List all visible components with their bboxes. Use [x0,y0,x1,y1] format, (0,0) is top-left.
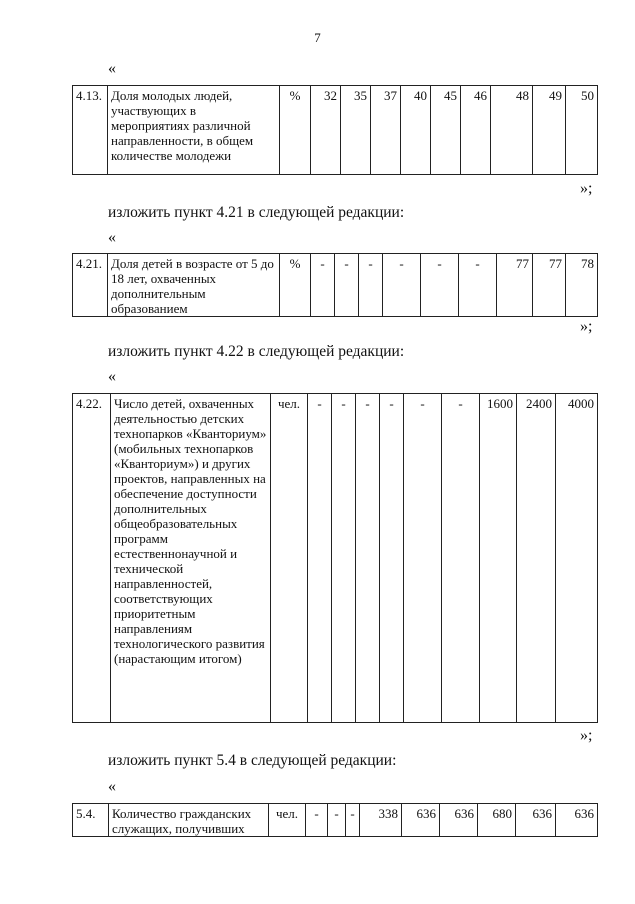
close-quote: »; [580,727,593,744]
value-cell: 636 [556,804,598,837]
value-cell: 46 [461,86,491,175]
page-number: 7 [314,30,321,45]
value-cell: - [404,394,442,723]
value-cell: 78 [566,254,598,317]
value-cell: 32 [311,86,341,175]
close-quote: »; [580,180,593,197]
row-name: Количество гражданских служащих, получивших [109,804,269,837]
value-cell: - [308,394,332,723]
value-cell: - [459,254,497,317]
table-4-13 [72,85,598,175]
row-unit: чел. [271,394,308,723]
open-quote: « [108,778,116,795]
close-quote: »; [580,318,593,335]
value-cell: 50 [566,86,598,175]
row-number: 5.4. [73,804,109,837]
value-cell: - [346,804,360,837]
value-cell: 338 [360,804,402,837]
table-row [73,86,598,175]
row-name: Доля детей в возрасте от 5 до 18 лет, охваченных дополнительным образованием [108,254,280,317]
value-cell: - [332,394,356,723]
intro-text: изложить пункт 4.22 в следующей редакции: [108,343,405,360]
row-unit: % [280,254,311,317]
value-cell: 77 [533,254,566,317]
value-cell: 636 [516,804,556,837]
value-cell: - [421,254,459,317]
value-cell: 35 [341,86,371,175]
value-cell: 4000 [556,394,598,723]
intro-text: изложить пункт 5.4 в следующей редакции: [108,752,397,769]
value-cell: - [328,804,346,837]
row-unit: % [280,86,311,175]
value-cell: 48 [491,86,533,175]
table-4-22 [72,393,598,723]
intro-text: изложить пункт 4.21 в следующей редакции: [108,204,405,221]
value-cell: 40 [401,86,431,175]
table-row [73,394,598,723]
value-cell: 2400 [517,394,556,723]
open-quote: « [108,368,116,385]
value-cell: 49 [533,86,566,175]
row-number: 4.21. [73,254,108,317]
value-cell: 45 [431,86,461,175]
value-cell: 636 [402,804,440,837]
table-4-21 [72,253,598,317]
row-unit: чел. [269,804,306,837]
value-cell: - [311,254,335,317]
value-cell: 1600 [480,394,517,723]
value-cell: 636 [440,804,478,837]
table-5-4 [72,803,598,837]
row-number: 4.22. [73,394,111,723]
value-cell: - [306,804,328,837]
table-row [73,254,598,317]
open-quote: « [108,60,116,77]
value-cell: - [356,394,380,723]
row-name: Доля молодых людей, участвующих в мероприятиях различной направленности, в общем количестве молодежи [108,86,280,175]
value-cell: 77 [497,254,533,317]
value-cell: - [335,254,359,317]
value-cell: - [442,394,480,723]
value-cell: - [383,254,421,317]
value-cell: - [380,394,404,723]
row-number: 4.13. [73,86,108,175]
value-cell: 680 [478,804,516,837]
open-quote: « [108,229,116,246]
table-row [73,804,598,837]
value-cell: - [359,254,383,317]
value-cell: 37 [371,86,401,175]
row-name: Число детей, охваченных деятельностью детских технопарков «Кванториум» (мобильных технопарков «Кванториум») и других проектов, направленных на обеспечение доступности дополнительных общеобразовательных программ естественнонаучной и технической направленностей, соответствующих приоритетным направлениям технологического развития (нарастающим итогом) [111,394,271,723]
